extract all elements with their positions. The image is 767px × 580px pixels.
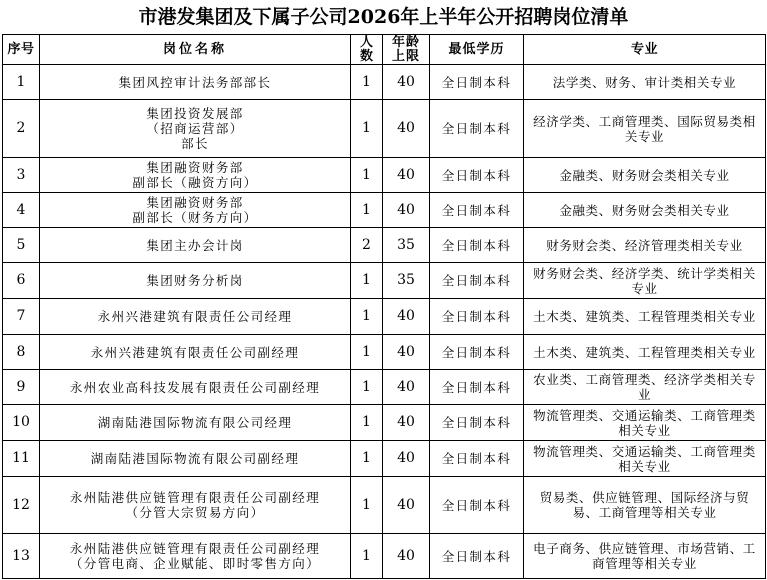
row-count: 1 <box>351 441 383 477</box>
position-line: 湖南陆港国际物流有限公司副经理 <box>90 451 300 466</box>
row-edu: 全日制本科 <box>430 405 524 441</box>
row-major: 土木类、建筑类、工程管理类相关专业 <box>524 335 766 370</box>
row-edu: 全日制本科 <box>430 299 524 335</box>
row-count: 1 <box>351 335 383 370</box>
row-major: 电子商务、供应链管理、市场营销、工商管理等相关专业 <box>524 534 766 579</box>
position-line: 永州兴港建筑有限责任公司经理 <box>97 309 293 324</box>
position-line: 永州农业高科技发展有限责任公司副经理 <box>69 379 321 395</box>
positions-table <box>2 34 766 579</box>
row-count: 1 <box>351 263 383 299</box>
row-position <box>40 405 351 441</box>
position-line: 集团风控审计法务部部长 <box>118 74 272 90</box>
row-edu: 全日制本科 <box>430 263 524 299</box>
row-position <box>40 477 351 534</box>
header-count-text: 人数 <box>359 34 373 64</box>
position-line: （分管电商、企业赋能、即时零售方向） <box>69 556 321 571</box>
position-line: 永州陆港供应链管理有限责任公司副经理 <box>69 541 321 556</box>
row-edu: 全日制本科 <box>430 335 524 370</box>
table-row <box>3 228 766 263</box>
position-line: 永州兴港建筑有限责任公司副经理 <box>90 344 300 360</box>
row-count: 1 <box>351 65 383 100</box>
row-position <box>40 335 351 370</box>
header-age-text: 年龄上限 <box>391 34 420 64</box>
table-row <box>3 335 766 370</box>
row-major: 贸易类、供应链管理、国际经济与贸易、工商管理等相关专业 <box>524 477 766 534</box>
row-age: 40 <box>383 534 430 579</box>
row-edu: 全日制本科 <box>430 193 524 228</box>
row-seq: 1 <box>3 65 40 100</box>
row-age: 40 <box>383 193 430 228</box>
page-title: 市港发集团及下属子公司2026年上半年公开招聘岗位清单 <box>138 6 629 28</box>
header-position: 岗位名称 <box>40 35 351 65</box>
row-major: 金融类、财务财会类相关专业 <box>524 193 766 228</box>
row-position <box>40 299 351 335</box>
row-seq: 12 <box>3 477 40 534</box>
row-seq: 11 <box>3 441 40 477</box>
position-line: 永州陆港供应链管理有限责任公司副经理 <box>69 490 321 505</box>
row-seq: 9 <box>3 370 40 405</box>
position-line: 副部长（财务方向） <box>132 210 258 225</box>
row-age: 40 <box>383 477 430 534</box>
row-edu: 全日制本科 <box>430 158 524 193</box>
row-count: 1 <box>351 299 383 335</box>
row-major: 土木类、建筑类、工程管理类相关专业 <box>524 299 766 335</box>
row-count: 1 <box>351 193 383 228</box>
row-age: 35 <box>383 263 430 299</box>
table-row <box>3 193 766 228</box>
table-row <box>3 477 766 534</box>
header-age <box>383 35 430 65</box>
table-row <box>3 158 766 193</box>
table-row <box>3 405 766 441</box>
row-major: 经济学类、工商管理类、国际贸易类相关专业 <box>524 100 766 158</box>
table-row <box>3 299 766 335</box>
row-age: 40 <box>383 370 430 405</box>
row-edu: 全日制本科 <box>430 100 524 158</box>
row-edu: 全日制本科 <box>430 228 524 263</box>
position-line: （分管大宗贸易方向） <box>125 505 265 520</box>
row-age: 40 <box>383 158 430 193</box>
header-count <box>351 35 383 65</box>
row-seq: 5 <box>3 228 40 263</box>
row-age: 40 <box>383 65 430 100</box>
row-edu: 全日制本科 <box>430 534 524 579</box>
row-count: 1 <box>351 405 383 441</box>
row-age: 40 <box>383 405 430 441</box>
row-count: 1 <box>351 534 383 579</box>
position-line: 集团融资财务部 <box>146 195 244 210</box>
row-major: 物流管理类、交通运输类、工商管理类相关专业 <box>524 405 766 441</box>
row-seq: 13 <box>3 534 40 579</box>
row-seq: 3 <box>3 158 40 193</box>
row-major: 财务财会类、经济学类、统计学类相关专业 <box>524 263 766 299</box>
row-position <box>40 370 351 405</box>
row-position <box>40 228 351 263</box>
row-position <box>40 441 351 477</box>
table-row <box>3 100 766 158</box>
position-line: 集团财务分析岗 <box>146 273 244 288</box>
table-row <box>3 441 766 477</box>
table-row <box>3 263 766 299</box>
header-edu: 最低学历 <box>430 35 524 65</box>
row-seq: 6 <box>3 263 40 299</box>
row-edu: 全日制本科 <box>430 65 524 100</box>
position-line: （招商运营部） <box>146 121 244 136</box>
row-position <box>40 100 351 158</box>
position-line: 湖南陆港国际物流有限公司经理 <box>97 415 293 430</box>
row-position <box>40 263 351 299</box>
row-seq: 2 <box>3 100 40 158</box>
row-seq: 7 <box>3 299 40 335</box>
row-edu: 全日制本科 <box>430 441 524 477</box>
row-position <box>40 158 351 193</box>
row-edu: 全日制本科 <box>430 477 524 534</box>
position-line: 集团主办会计岗 <box>146 237 244 253</box>
row-count: 1 <box>351 100 383 158</box>
row-count: 2 <box>351 228 383 263</box>
table-row <box>3 534 766 579</box>
row-major: 金融类、财务财会类相关专业 <box>524 158 766 193</box>
table-header-row <box>3 35 766 65</box>
row-edu: 全日制本科 <box>430 370 524 405</box>
row-count: 1 <box>351 158 383 193</box>
row-age: 40 <box>383 100 430 158</box>
row-count: 1 <box>351 477 383 534</box>
row-seq: 8 <box>3 335 40 370</box>
row-position <box>40 534 351 579</box>
table-row <box>3 65 766 100</box>
position-line: 集团投资发展部 <box>146 106 244 121</box>
table-row <box>3 370 766 405</box>
row-age: 40 <box>383 335 430 370</box>
row-major: 财务财会类、经济管理类相关专业 <box>524 228 766 263</box>
row-position <box>40 65 351 100</box>
row-seq: 4 <box>3 193 40 228</box>
header-seq: 序号 <box>3 35 40 65</box>
row-position <box>40 193 351 228</box>
position-line: 部长 <box>181 136 209 151</box>
row-count: 1 <box>351 370 383 405</box>
position-line: 集团融资财务部 <box>146 160 244 175</box>
position-line: 副部长（融资方向） <box>132 175 258 190</box>
row-major: 农业类、工商管理类、经济学类相关专业 <box>524 370 766 405</box>
row-age: 35 <box>383 228 430 263</box>
row-seq: 10 <box>3 405 40 441</box>
row-major: 法学类、财务、审计类相关专业 <box>524 65 766 100</box>
header-major: 专业 <box>524 35 766 65</box>
row-major: 物流管理类、交通运输类、工商管理类相关专业 <box>524 441 766 477</box>
row-age: 40 <box>383 299 430 335</box>
row-age: 40 <box>383 441 430 477</box>
